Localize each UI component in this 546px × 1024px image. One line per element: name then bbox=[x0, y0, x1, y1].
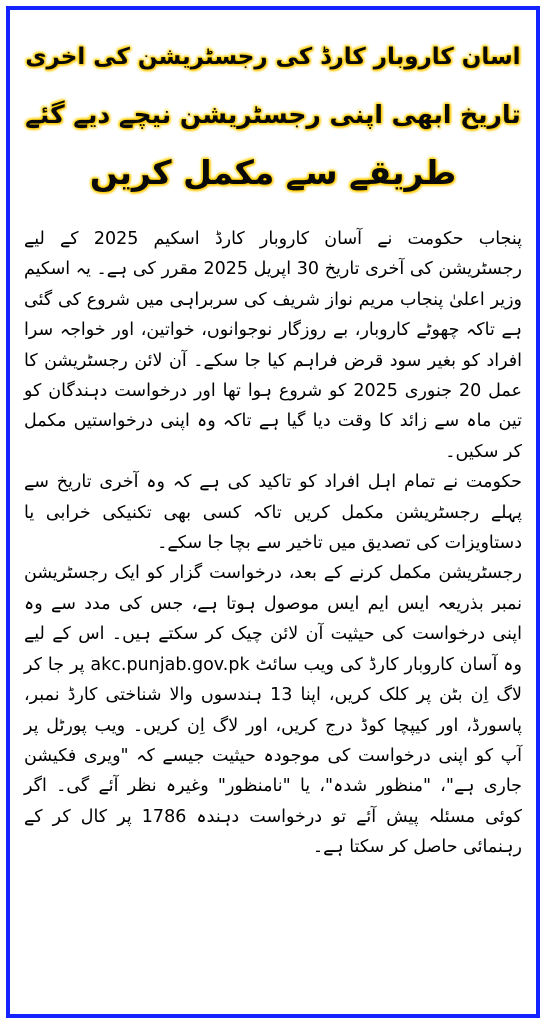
paragraph-status-check: رجسٹریشن مکمل کرنے کے بعد، درخواست گزار کو ایک رجسٹریشن نمبر بذریعہ ایس ایم ایس موصول ہوتا ہے، جس کی مدد سے وہ اپنی درخواست کی حیثیت آن لائن چیک کر سکتے ہیں۔ اس کے لیے وہ آسان کاروبار کارڈ کی ویب سائٹ akc.punjab.gov.pk پر جا کر لاگ اِن بٹن پر کلک کریں، اپنا 13 ہندسوں والا شناختی کارڈ نمبر، پاسورڈ، اور کیپچا کوڈ درج کریں، اور لاگ اِن کریں۔ ویب پورٹل پر آپ کو اپنی درخواست کی موجودہ حیثیت جیسے کہ "ویری فکیشن جاری ہے"، "منظور شدہ"، یا "نامنظور" وغیرہ نظر آئے گی۔ اگر کوئی مسئلہ پیش آئے تو درخواست دہندہ 1786 پر کال کر کے رہنمائی حاصل کر سکتا ہے۔ bbox=[24, 563, 523, 858]
article-title bbox=[24, 28, 522, 202]
title-line-1: اسان کاروبار کارڈ کی رجسٹریشن کی اخری bbox=[25, 44, 521, 70]
title-line-3: طریقے سے مکمل کریں bbox=[89, 153, 457, 192]
title-line-2: تاریخ ابھی اپنی رجسٹریشن نیچے دیے گئے bbox=[25, 100, 521, 129]
article-body bbox=[24, 224, 522, 863]
paragraph-government-advice: حکومت نے تمام اہل افراد کو تاکید کی ہے کہ وہ آخری تاریخ سے پہلے رجسٹریشن مکمل کریں تاکہ کسی بھی تکنیکی خرابی یا دستاویزات کی تصدیق میں تاخیر سے بچا جا سکے۔ bbox=[24, 472, 522, 554]
article-frame bbox=[6, 6, 540, 1018]
paragraph-registration-deadline: پنجاب حکومت نے آسان کاروبار کارڈ اسکیم 2025 کے لیے رجسٹریشن کی آخری تاریخ 30 اپریل 2025 مقرر کی ہے۔ یہ اسکیم وزیر اعلیٰ پنجاب مریم نواز شریف کی سربراہی میں شروع کی گئی ہے تاکہ چھوٹے کاروبار، بے روزگار نوجوانوں، خواتین، اور خواجہ سرا افراد کو بغیر سود قرض فراہم کیا جا سکے۔ آن لائن رجسٹریشن کا عمل 20 جنوری 2025 کو شروع ہوا تھا اور درخواست دہندگان کو تین ماہ سے زائد کا وقت دیا گیا ہے تاکہ وہ اپنی درخواستیں مکمل کر سکیں۔ bbox=[24, 229, 522, 462]
